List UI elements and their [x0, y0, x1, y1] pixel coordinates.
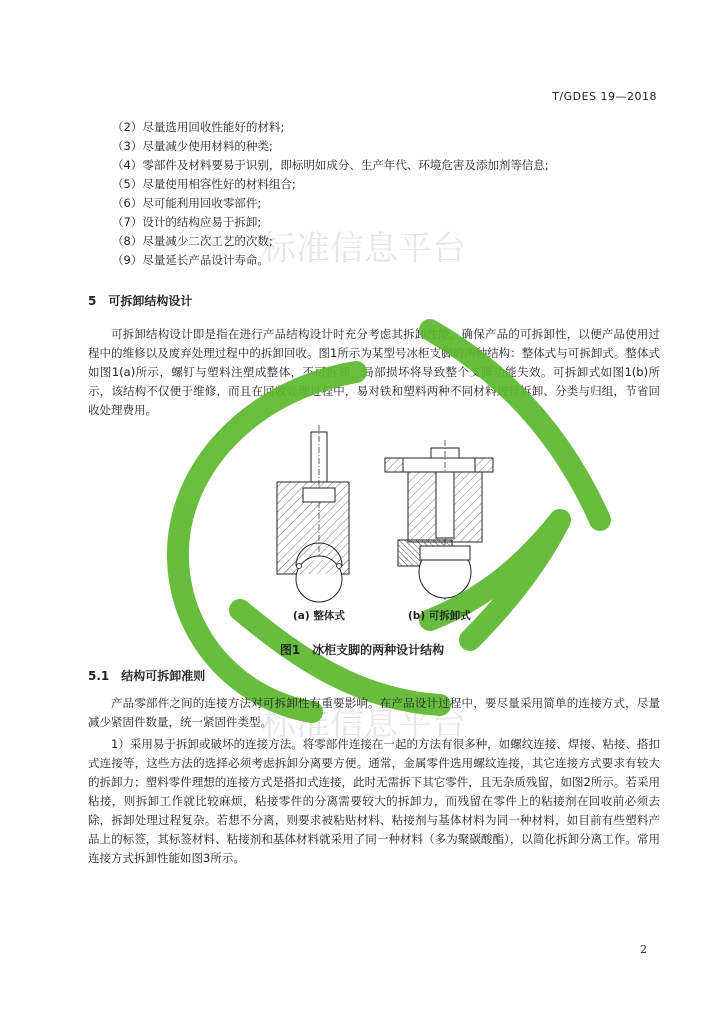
section-5-1-paragraph-2: 1）采用易于拆卸或破坏的连接方法。将零部件连接在一起的方法有很多种，如螺纹连接、焊接、粘接、搭扣式连接等，这些方法的选择必须考虑拆卸分离要方便。通常，金属零件选用螺纹连接，其它连接方式要求有较大的拆卸力；塑料零件理想的连接方式是搭扣式连接，此时无需拆下其它零件，且无杂质残留，如图2所示。若采用粘接，则拆卸工作就比较麻烦，粘接零件的分离需要较大的拆卸力，而残留在零件上的粘接剂在回收前必须去除，拆卸处理过程复杂。若想不分离，则要求被粘贴材料、粘接剂与基体材料为同一种材料，如目前有些塑料产品上的标签，其标签材料、粘接剂和基体材料就采用了同一种材料（多为聚碳酸酯），以简化拆卸分离工作。常用连接方式拆卸性能如图3所示。: [88, 737, 660, 865]
section-5-1-paragraph-1: 产品零部件之间的连接方法对可拆卸性有重要影响。在产品设计过程中，要尽量采用简单的连接方式，尽量减少紧固件数量，统一紧固件类型。: [88, 696, 660, 729]
list-item: （2）尽量选用回收性能好的材料;: [112, 120, 285, 134]
list-item: （7）设计的结构应易于拆卸;: [112, 215, 262, 229]
list-item: （8）尽量减少二次工艺的次数;: [112, 234, 273, 248]
list-item: （4）零部件及材料要易于识别，即标明如成分、生产年代、环境危害及添加剂等信息;: [112, 158, 549, 172]
detachable-foot-diagram: [385, 440, 493, 600]
page-number: 2: [640, 943, 647, 956]
section-5-1-heading: 5.1 结构可拆卸准则: [88, 669, 206, 683]
watermark-text-upper: 标准信息平台: [262, 229, 466, 269]
section-5-paragraph: 可拆卸结构设计即是指在进行产品结构设计时充分考虑其拆卸性能，确保产品的可拆卸性，以便产品使用过程中的维修以及废弃处理过程中的拆卸回收。图1所示为某型号冰柜支脚的两种结构：整体式与可拆卸式。整体式如图1(a)所示，螺钉与塑料注塑成整体，不可拆卸，局部损坏将导致整个支脚功能失效。可拆卸式如图1(b)所示，该结构不仅便于维修，而且在回收处理过程中，易对铁和塑料两种不同材料进行拆卸、分类与归组，节省回收处理费用。: [88, 327, 660, 417]
list-item: （6）尽可能利用回收零部件;: [112, 196, 262, 210]
watermark-text-lower: 标准信息平台: [262, 704, 466, 744]
figure-1-caption: 图1 冰柜支脚的两种设计结构: [279, 643, 445, 657]
figure-1b-label: (b) 可拆卸式: [408, 610, 471, 622]
integral-foot-diagram: [277, 425, 349, 602]
section-5-heading: 5 可拆卸结构设计: [88, 294, 193, 308]
list-item: （9）尽量延长产品设计寿命。: [112, 253, 269, 267]
figure-1a-label: (a) 整体式: [293, 610, 345, 622]
list-item: （5）尽量使用相容性好的材料组合;: [112, 177, 296, 191]
document-code: T/GDES 19—2018: [552, 90, 657, 103]
list-item: （3）尽量减少使用材料的种类;: [112, 139, 273, 153]
